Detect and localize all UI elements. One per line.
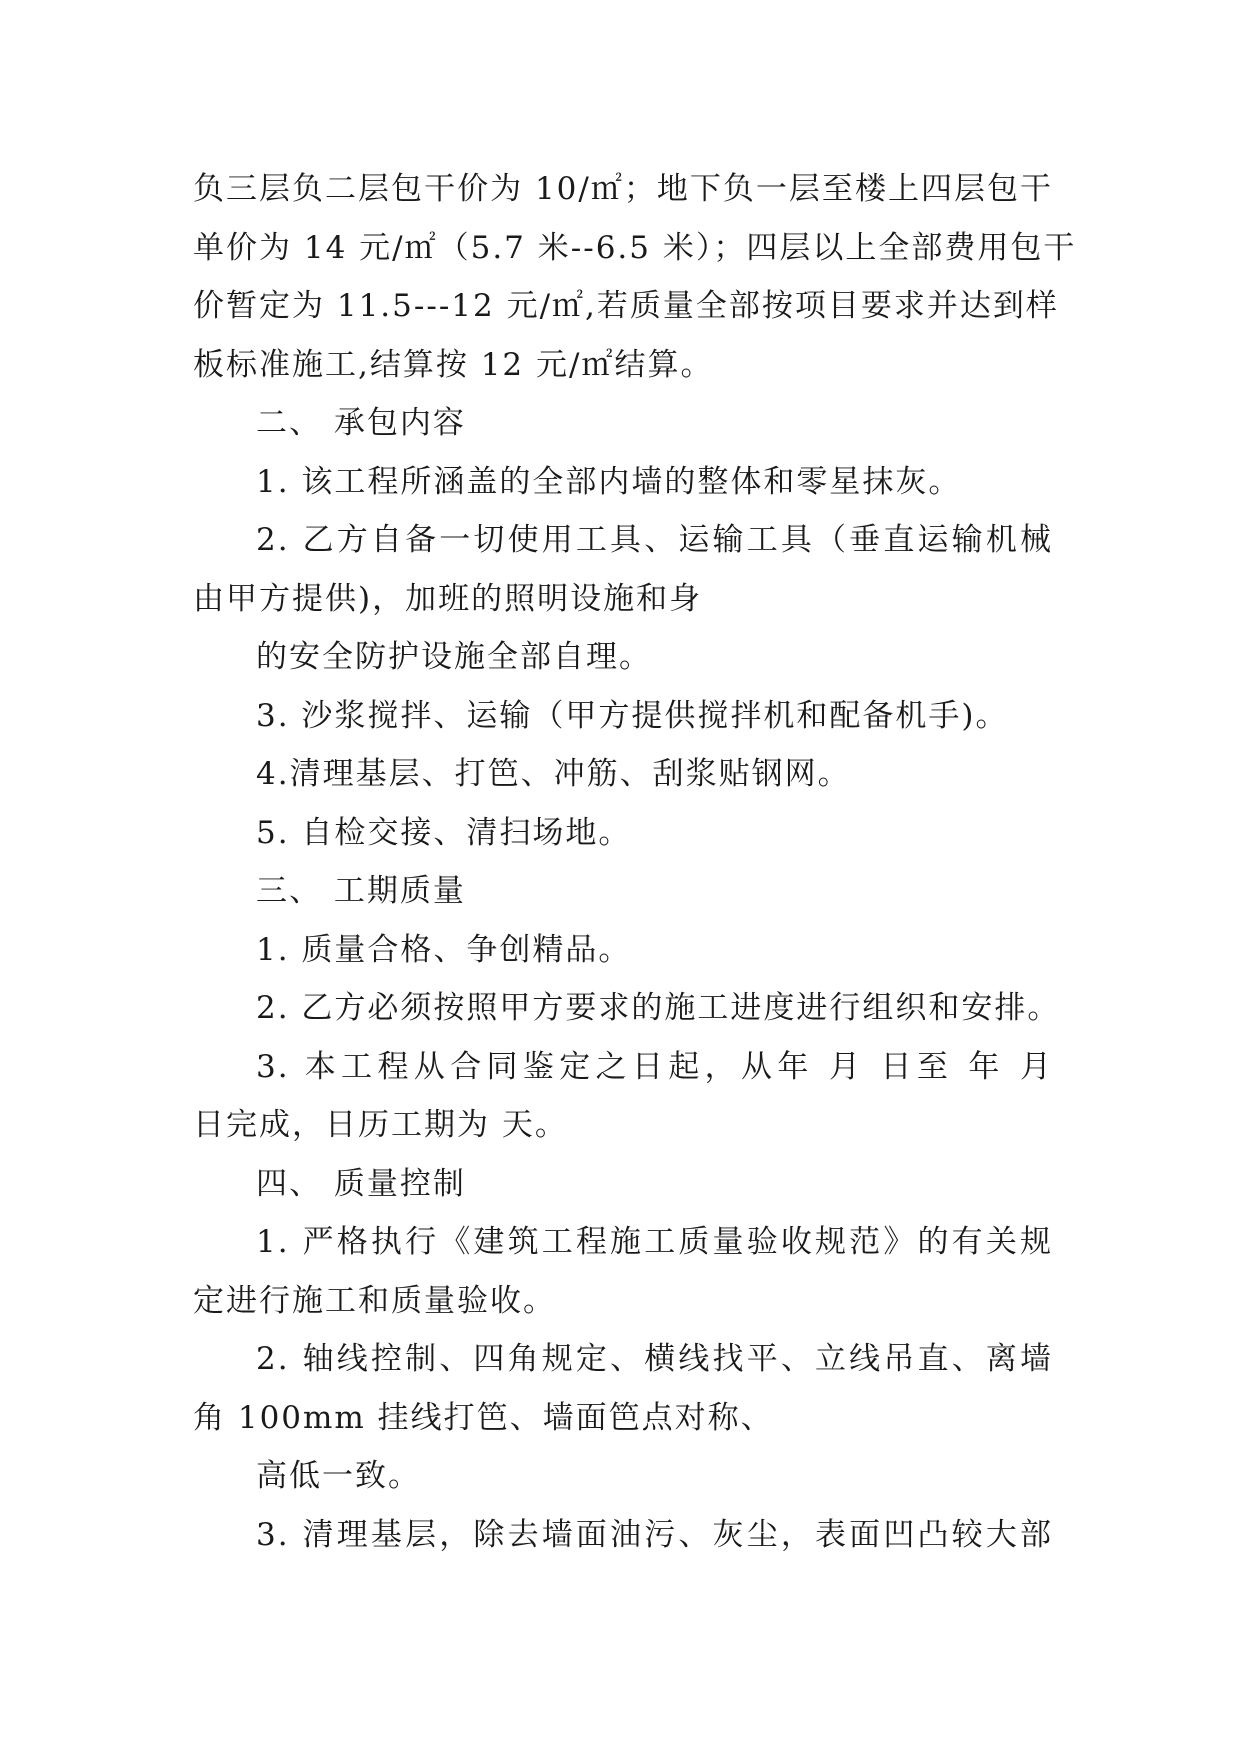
text-line: 的安全防护设施全部自理。 — [256, 639, 652, 675]
text-line: 板标准施工,结算按 12 元/㎡结算。 — [193, 346, 714, 383]
text-line: 由甲方提供)，加班的照明设施和身 — [193, 580, 703, 617]
text-line: 3. 沙浆搅拌、运输（甲方提供搅拌机和配备机手)。 — [256, 697, 1009, 734]
text-line: 单价为 14 元/㎡（5.7 米--6.5 米）；四层以上全部费用包干 — [193, 229, 1077, 266]
text-line: 2. 轴线控制、四角规定、横线找平、立线吊直、离墙 — [256, 1341, 1053, 1377]
text-line: 3. 本工程从合同鉴定之日起，从年 月 日至 年 月 — [256, 1048, 1053, 1085]
text-line: 高低一致。 — [256, 1458, 421, 1494]
text-line: 1. 质量合格、争创精品。 — [256, 931, 632, 968]
document-body — [193, 160, 1077, 1564]
text-line: 三、 工期质量 — [256, 873, 466, 909]
text-line: 4.清理基层、打笆、冲筋、刮浆贴钢网。 — [256, 756, 851, 792]
text-line: 角 100mm 挂线打笆、墙面笆点对称、 — [193, 1399, 774, 1436]
text-line: 价暂定为 11.5---12 元/㎡,若质量全部按项目要求并达到样 — [193, 288, 1059, 324]
text-line: 1. 该工程所涵盖的全部内墙的整体和零星抹灰。 — [256, 463, 962, 500]
text-line: 负三层负二层包干价为 10/㎡；地下负一层至楼上四层包干 — [193, 171, 1053, 207]
text-line: 2. 乙方必须按照甲方要求的施工进度进行组织和安排。 — [256, 990, 1061, 1026]
text-line: 定进行施工和质量验收。 — [193, 1282, 556, 1319]
text-line: 2. 乙方自备一切使用工具、运输工具（垂直运输机械 — [256, 522, 1053, 558]
text-line: 四、 质量控制 — [256, 1165, 466, 1202]
text-line: 5. 自检交接、清扫场地。 — [256, 814, 632, 851]
text-line: 1. 严格执行《建筑工程施工质量验收规范》的有关规 — [256, 1224, 1053, 1260]
text-line: 日完成，日历工期为 天。 — [193, 1107, 568, 1143]
text-line: 3. 清理基层，除去墙面油污、灰尘，表面凹凸较大部 — [256, 1516, 1053, 1553]
text-line: 二、 承包内容 — [256, 405, 466, 441]
